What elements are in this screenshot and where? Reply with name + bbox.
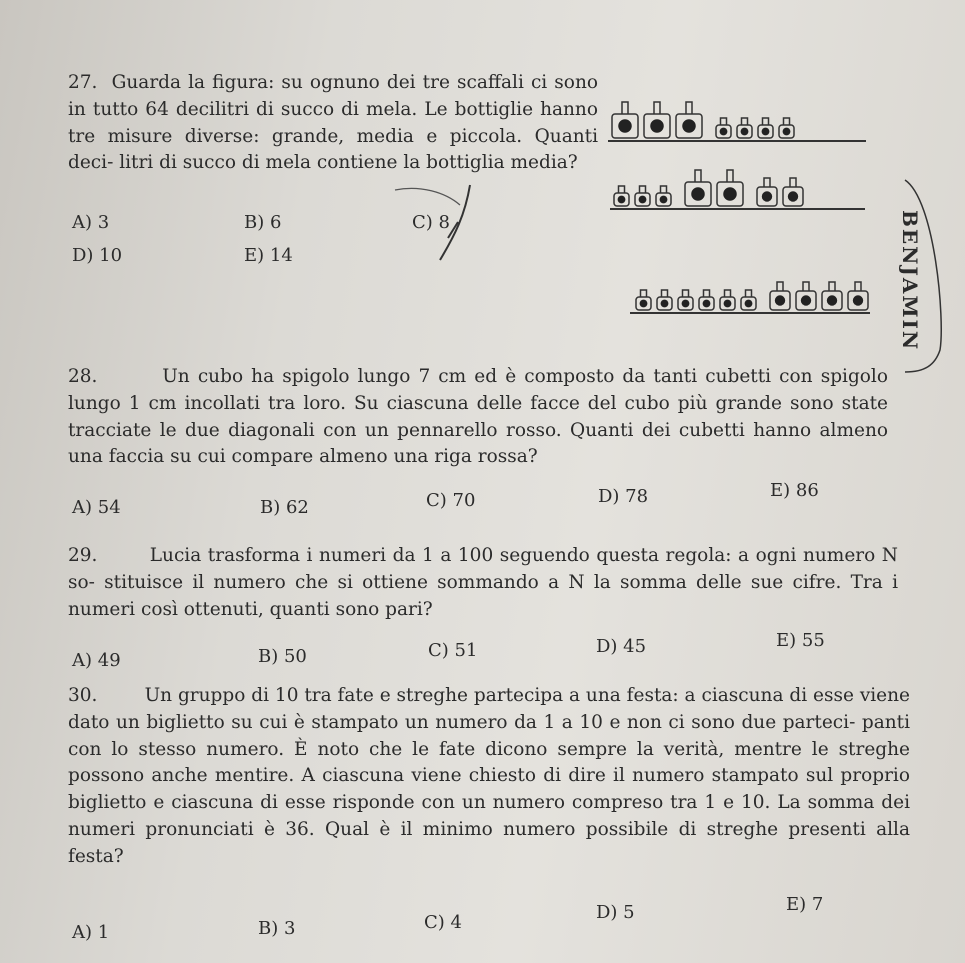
side-label: BENJAMIN: [898, 210, 922, 352]
q29-option-b[interactable]: B) 50: [258, 646, 307, 667]
q27-option-d[interactable]: D) 10: [72, 245, 123, 266]
q30-option-d[interactable]: D) 5: [596, 902, 635, 923]
q29-option-d[interactable]: D) 45: [596, 636, 647, 657]
q28-option-a[interactable]: A) 54: [72, 497, 121, 518]
q30-option-b[interactable]: B) 3: [258, 918, 296, 939]
q30-number: 30.: [68, 685, 98, 706]
q27-option-a[interactable]: A) 3: [72, 212, 110, 233]
q27-number: 27.: [68, 72, 98, 93]
q29-option-a[interactable]: A) 49: [72, 650, 121, 671]
q27-option-e[interactable]: E) 14: [244, 245, 293, 266]
q28-option-e[interactable]: E) 86: [770, 480, 819, 501]
q29-option-e[interactable]: E) 55: [776, 630, 825, 651]
q27-option-b[interactable]: B) 6: [244, 212, 282, 233]
q28-text: [68, 364, 888, 471]
q27-body: Guarda la figura: su ognuno dei tre scaffali ci sono in tutto 64 decilitri di succo di mela. Le bottiglie hanno tre misure diverse: grande, media e piccola. Quanti deci- litri di succo di mela contiene la bottiglia media?: [68, 72, 598, 174]
q28-option-d[interactable]: D) 78: [598, 486, 649, 507]
q30-text: [68, 683, 910, 871]
q29-body: Lucia trasforma i numeri da 1 a 100 seguendo questa regola: a ogni numero N so- stituisce il numero che si ottiene sommando a N la somma delle sue cifre. Tra i numeri così ottenuti, quanti sono pari?: [68, 545, 898, 620]
q28-option-b[interactable]: B) 62: [260, 497, 309, 518]
q29-number: 29.: [68, 545, 98, 566]
q30-body: Un gruppo di 10 tra fate e streghe partecipa a una festa: a ciascuna di esse viene dato un biglietto su cui è stampato un numero da 1 a 10 e non ci sono due parteci- panti con lo stesso numero. È noto che le fate dicono sempre la verità, mentre le streghe possono anche mentire. A ciascuna viene chiesto di dire il numero stampato sul proprio biglietto e ciascuna di esse risponde con un numero compreso tra 1 e 10. La somma dei numeri pronunciati è 36. Qual è il minimo numero possibile di streghe presenti alla festa?: [68, 685, 910, 867]
q28-body: Un cubo ha spigolo lungo 7 cm ed è composto da tanti cubetti con spigolo lungo 1 cm incollati tra loro. Su ciascuna delle facce del cubo più grande sono state tracciate le due diagonali con un pennarello rosso. Quanti dei cubetti hanno almeno una faccia su cui compare almeno una riga rossa?: [68, 366, 888, 468]
q29-option-c[interactable]: C) 51: [428, 640, 478, 661]
q29-text: [68, 543, 898, 623]
q27-option-c[interactable]: C) 8: [412, 212, 450, 233]
q30-option-c[interactable]: C) 4: [424, 912, 462, 933]
q28-option-c[interactable]: C) 70: [426, 490, 476, 511]
q28-number: 28.: [68, 366, 98, 387]
q30-option-a[interactable]: A) 1: [72, 922, 110, 943]
q30-option-e[interactable]: E) 7: [786, 894, 824, 915]
